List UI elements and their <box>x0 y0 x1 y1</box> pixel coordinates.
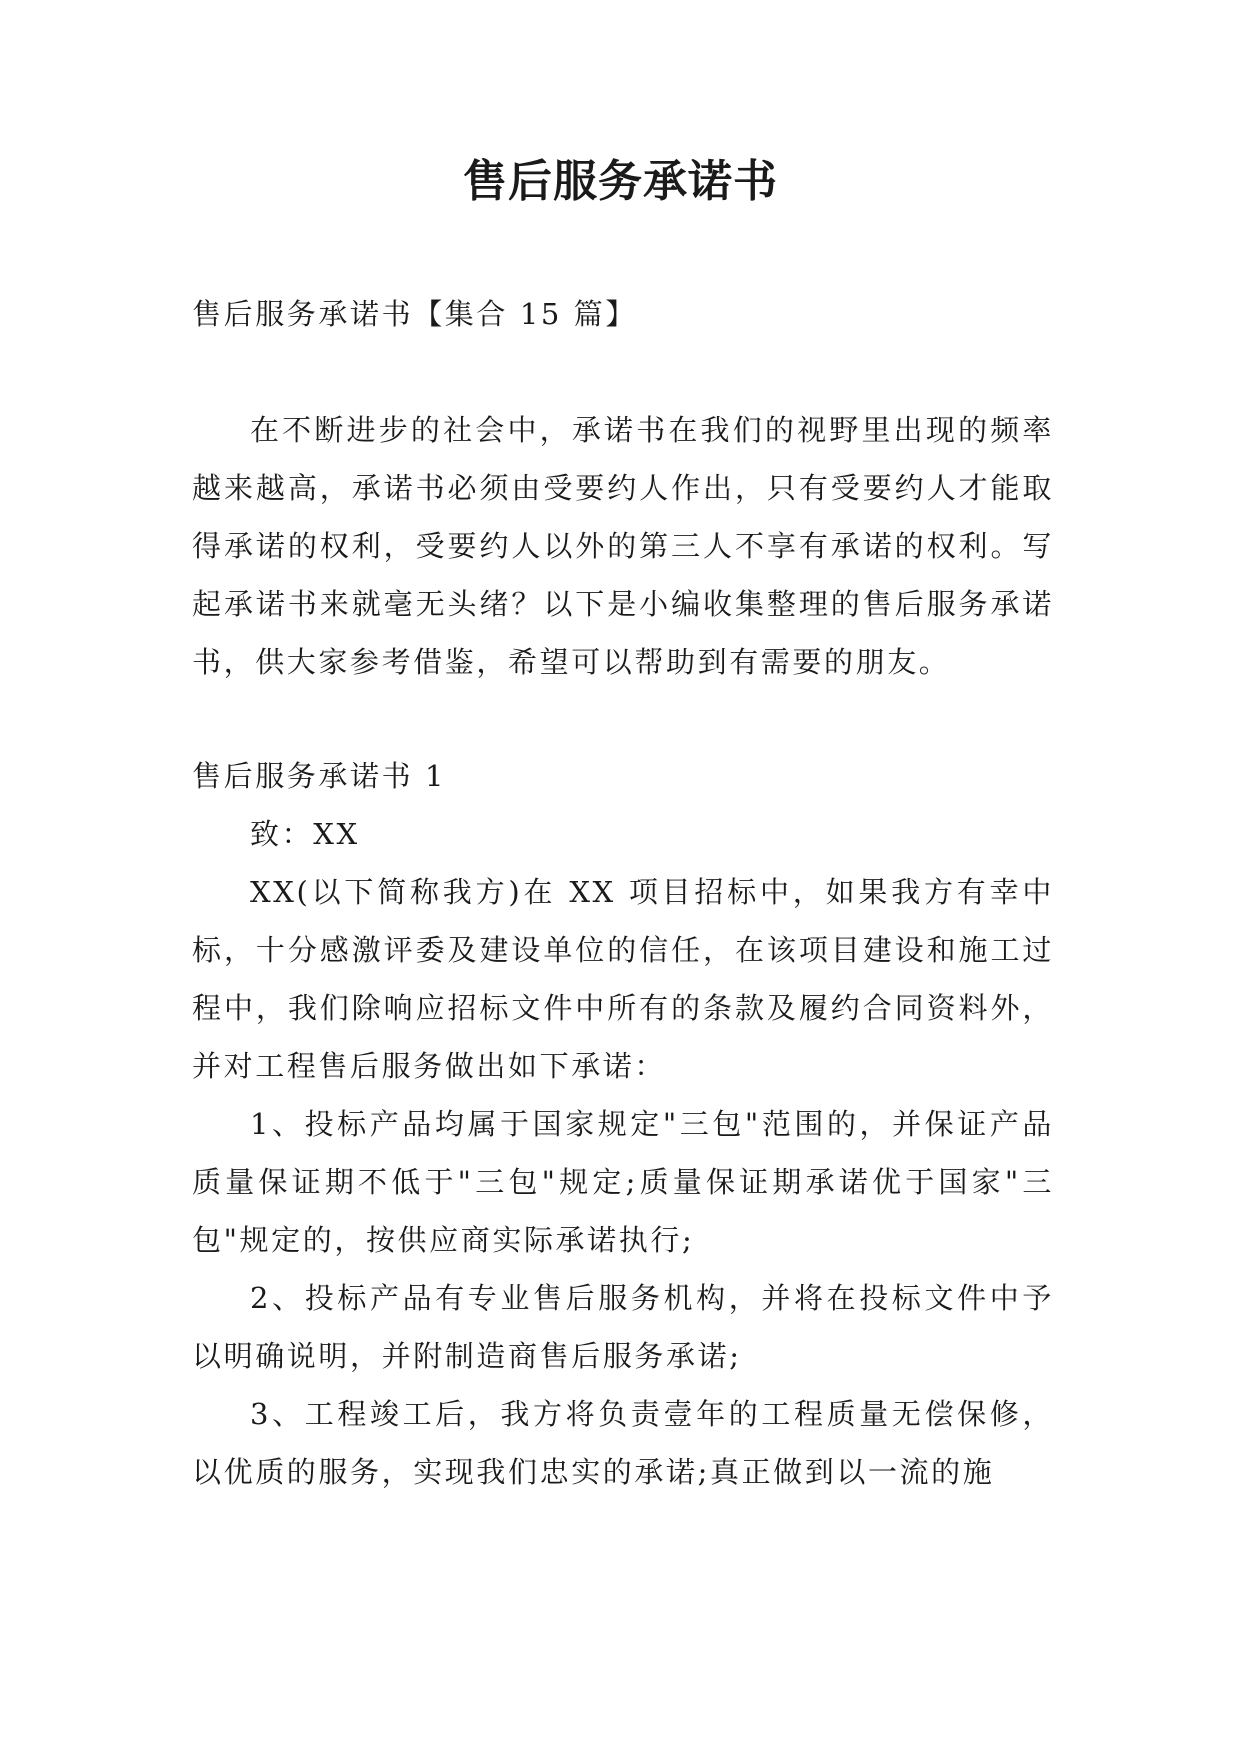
body-paragraph: 3、工程竣工后，我方将负责壹年的工程质量无偿保修，以优质的服务，实现我们忠实的承诺;真正做到以一流的施 <box>192 1397 1054 1489</box>
salutation: 致：XX <box>250 817 360 851</box>
body-paragraph: 2、投标产品有专业售后服务机构，并将在投标文件中予以明确说明，并附制造商售后服务承诺; <box>192 1281 1054 1373</box>
document-subtitle: 售后服务承诺书【集合 15 篇】 <box>192 297 637 331</box>
body-paragraph: 1、投标产品均属于国家规定"三包"范围的，并保证产品质量保证期不低于"三包"规定;质量保证期承诺优于国家"三包"规定的，按供应商实际承诺执行; <box>192 1107 1054 1257</box>
document-title: 售后服务承诺书 <box>463 156 778 207</box>
body-paragraph: XX(以下简称我方)在 XX 项目招标中，如果我方有幸中标，十分感激评委及建设单位的信任，在该项目建设和施工过程中，我们除响应招标文件中所有的条款及履约合同资料外，并对工程售后服务做出如下承诺： <box>192 875 1054 1083</box>
section-heading: 售后服务承诺书 1 <box>192 759 447 793</box>
intro-paragraph: 在不断进步的社会中，承诺书在我们的视野里出现的频率越来越高，承诺书必须由受要约人作出，只有受要约人才能取得承诺的权利，受要约人以外的第三人不享有承诺的权利。写起承诺书来就毫无头绪？以下是小编收集整理的售后服务承诺书，供大家参考借鉴，希望可以帮助到有需要的朋友。 <box>192 413 1054 679</box>
document-body <box>192 285 1054 1501</box>
